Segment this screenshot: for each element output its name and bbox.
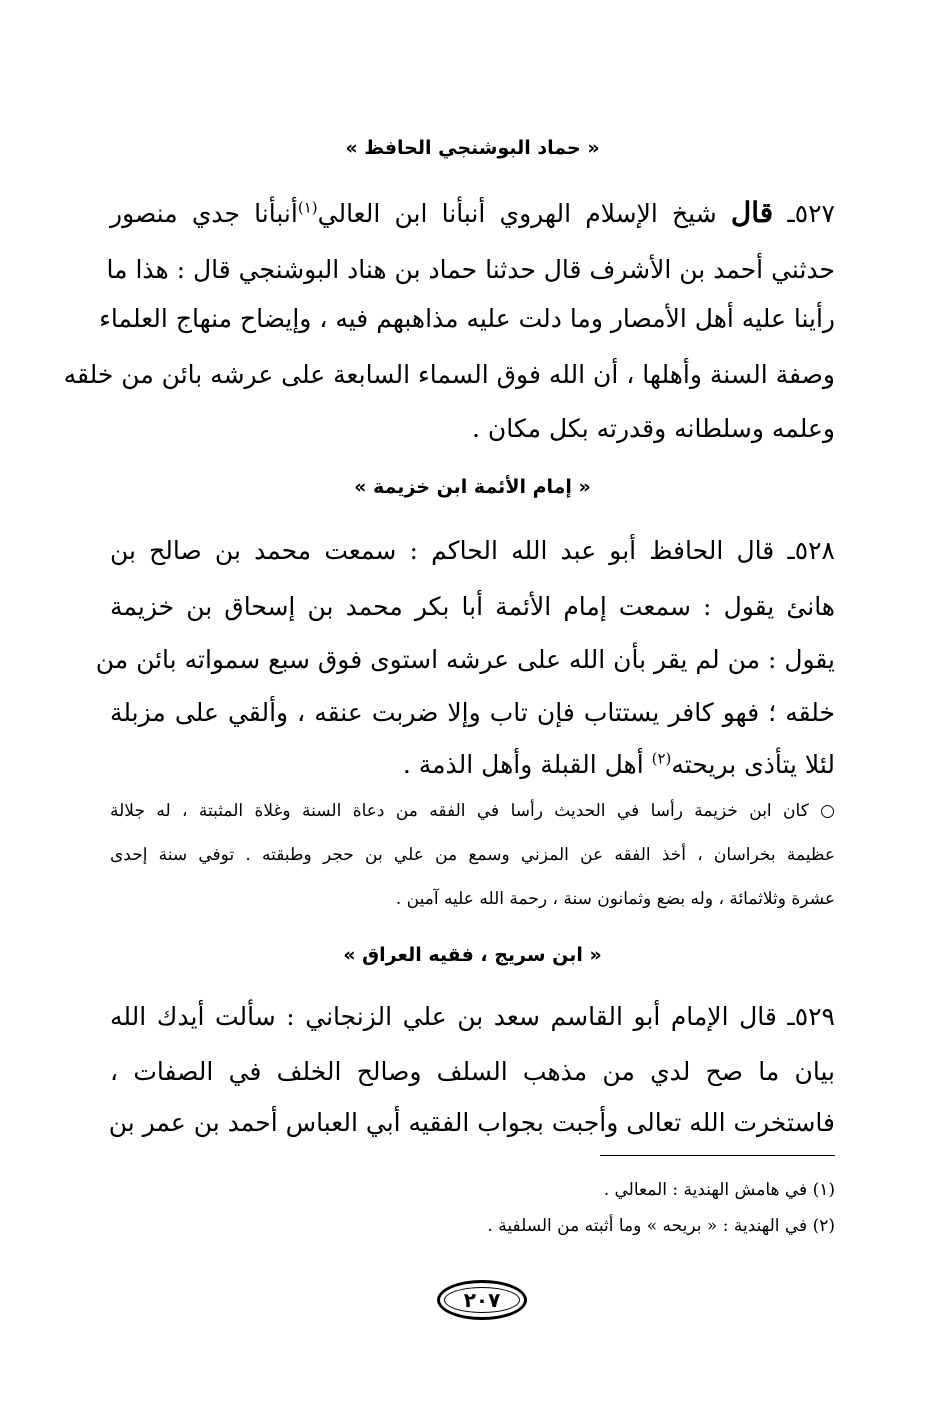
footnote-divider	[600, 1155, 835, 1156]
section-heading: « إمام الأئمة ابن خزيمة »	[354, 476, 591, 498]
text-segment: شيخ الإسلام الهروي أنبأنا ابن العالي	[317, 199, 717, 228]
entry-527-line-4: وصفة السنة وأهلها ، أن الله فوق السماء السابعة على عرشه بائن من خلقه	[63, 360, 835, 389]
entry-529-line-3: فاستخرت الله تعالى وأجبت بجواب الفقيه أبي العباس أحمد بن عمر بن	[108, 1108, 835, 1137]
page-number-ornament	[437, 1280, 527, 1320]
footnote-2: (٢) في الهندية : « بريحه » وما أثبته من السلفية .	[487, 1216, 835, 1236]
entry-527-line-2: حدثني أحمد بن الأشرف قال حدثنا حماد بن هناد البوشنجي قال : هذا ما	[106, 255, 835, 284]
section-heading: « حماد البوشنجي الحافظ »	[345, 137, 600, 159]
entry-keyword: قال	[730, 196, 774, 229]
entry-527-line-5: وعلمه وسلطانه وقدرته بكل مكان .	[471, 414, 835, 443]
page-number: ٢٠٧	[463, 1288, 501, 1312]
entry-528-line-5	[110, 748, 835, 782]
entry-529-line-1	[110, 1000, 835, 1034]
entry-number: ٥٢٧ـ	[787, 199, 835, 228]
text-segment: لئلا يتأذى بريحته	[671, 750, 835, 779]
footnote-ref: (٢)	[651, 749, 672, 768]
entry-528-line-2: هانئ يقول : سمعت إمام الأئمة أبا بكر محمد بن إسحاق بن خزيمة	[110, 592, 835, 621]
entry-528-line-3: يقول : من لم يقر بأن الله على عرشه استوى فوق سبع سمواته بائن من	[95, 645, 835, 674]
entry-529-line-2: بيان ما صح لدي من مذهب السلف وصالح الخلف في الصفات ،	[110, 1057, 835, 1086]
entry-528-line-4: خلقه ؛ فهو كافر يستتاب فإن تاب وإلا ضربت عنقه ، وألقي على مزبلة	[110, 698, 835, 727]
footnote-1: (١) في هامش الهندية : المعالي .	[603, 1180, 835, 1200]
entry-528-line-1	[110, 534, 835, 568]
bio-line-3: عشرة وثلاثمائة ، وله بضع وثمانون سنة ، رحمة الله عليه آمين .	[395, 889, 835, 909]
text-segment: أهل القبلة وأهل الذمة .	[402, 750, 644, 779]
text-segment: أنبأنا جدي منصور	[110, 199, 298, 228]
entry-number: ٥٢٩ـ	[787, 1002, 835, 1031]
entry-number: ٥٢٨ـ	[787, 536, 835, 565]
footnote-ref: (١)	[297, 198, 318, 217]
bio-line-1: ○ كان ابن خزيمة رأسا في الحديث رأسا في الفقه من دعاة السنة وغلاة المثبتة ، له جلالة	[110, 801, 835, 821]
section-heading: « ابن سريج ، فقيه العراق »	[343, 944, 602, 966]
bio-line-2: عظيمة بخراسان ، أخذ الفقه عن المزني وسمع من علي بن حجر وطبقته . توفي سنة إحدى	[110, 845, 835, 865]
text-segment: قال الحافظ أبو عبد الله الحاكم : سمعت محمد بن صالح بن	[110, 536, 775, 565]
entry-527-line-3: رأينا عليه أهل الأمصار وما دلت عليه مذاهبهم فيه ، وإيضاح منهاج العلماء	[99, 304, 835, 333]
entry-527-line-1	[110, 196, 835, 231]
text-segment: قال الإمام أبو القاسم سعد بن علي الزنجاني : سألت أيدك الله	[110, 1002, 777, 1031]
